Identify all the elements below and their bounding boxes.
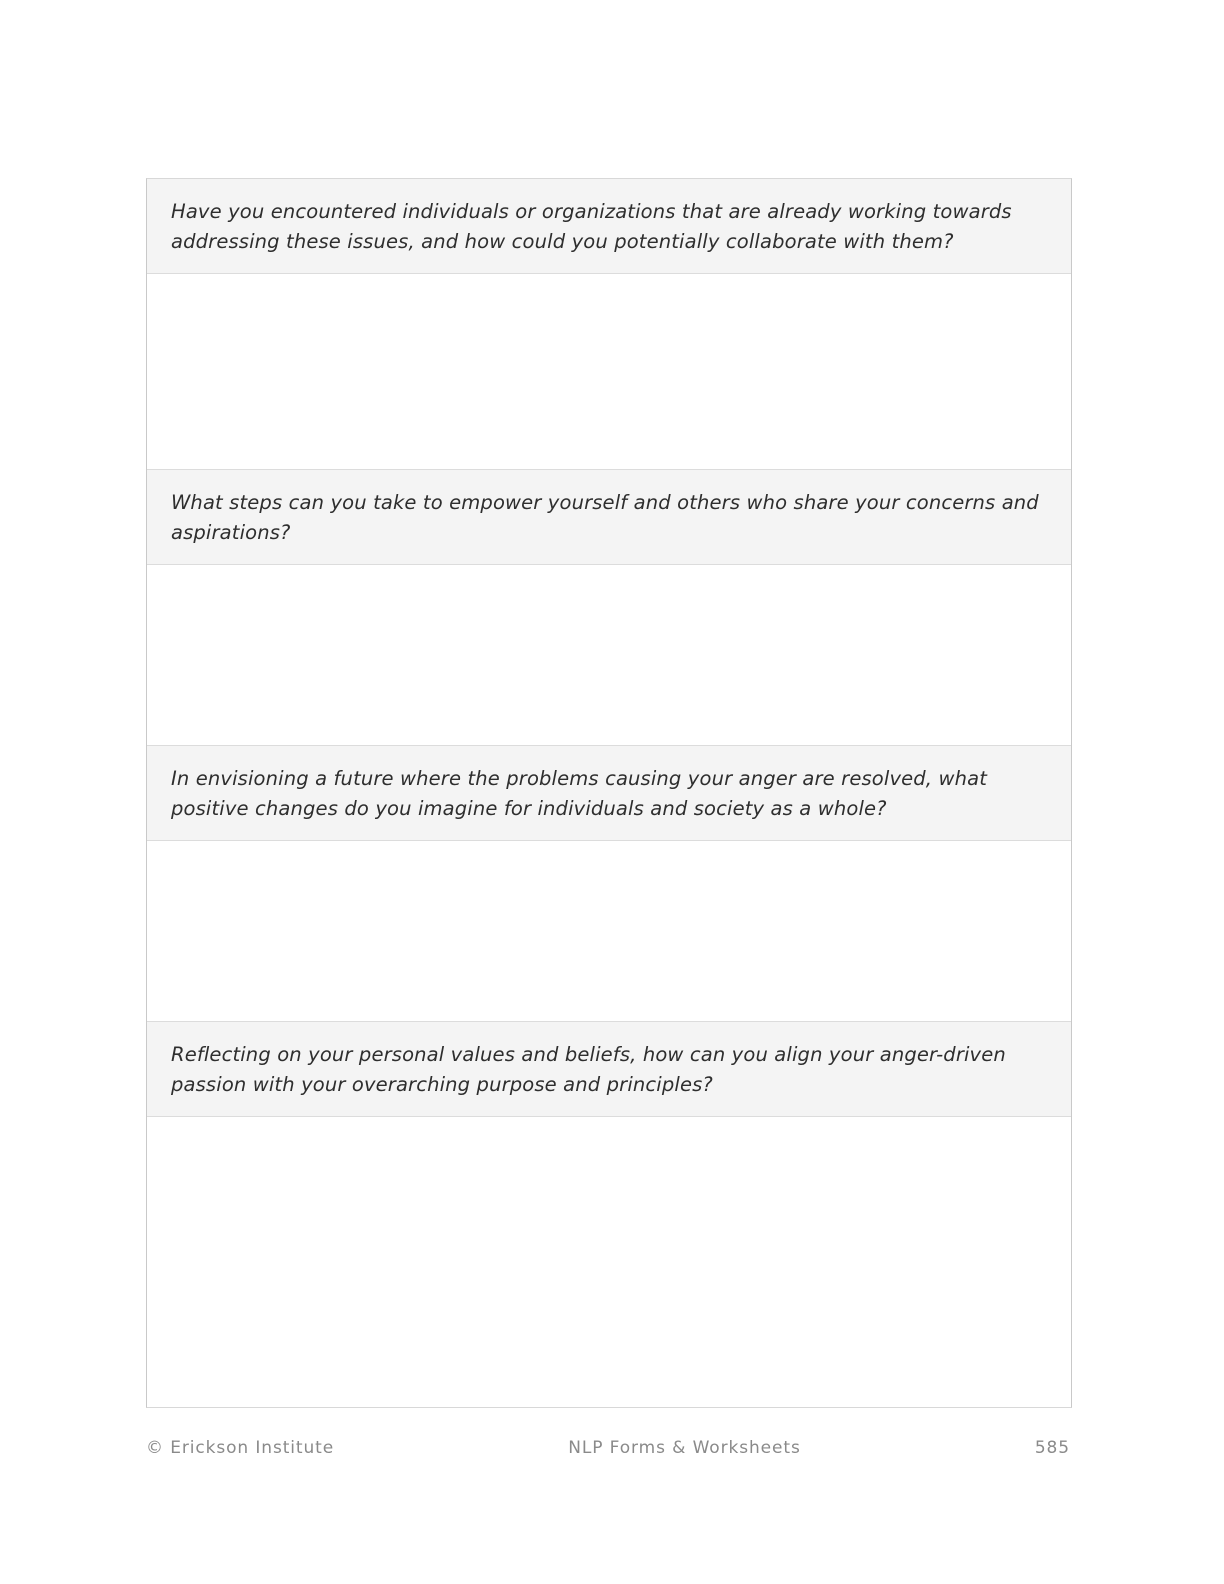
footer-copyright: © Erickson Institute <box>146 1438 335 1458</box>
qa-block <box>147 1021 1071 1407</box>
qa-block <box>147 745 1071 1021</box>
footer-page-number: 585 <box>1034 1438 1070 1458</box>
question-header <box>147 1021 1071 1117</box>
question-header <box>147 179 1071 274</box>
question-text: Reflecting on your personal values and beliefs, how can you align your anger-driven passion with your overarching purpose and principles? <box>171 1043 1006 1096</box>
page-footer <box>146 1432 1070 1464</box>
answer-area[interactable] <box>147 841 1071 1021</box>
question-header <box>147 469 1071 565</box>
answer-area[interactable] <box>147 1117 1071 1407</box>
question-text: What steps can you take to empower yourself and others who share your concerns and aspirations? <box>171 491 1039 544</box>
qa-block <box>147 179 1071 469</box>
answer-area[interactable] <box>147 565 1071 745</box>
question-text: In envisioning a future where the problems causing your anger are resolved, what positive changes do you imagine for individuals and society as a whole? <box>171 767 988 820</box>
qa-block <box>147 469 1071 745</box>
worksheet-table <box>146 178 1072 1408</box>
answer-area[interactable] <box>147 274 1071 469</box>
question-header <box>147 745 1071 841</box>
question-text: Have you encountered individuals or organizations that are already working towards addressing these issues, and how could you potentially collaborate with them? <box>171 200 1012 253</box>
footer-title: NLP Forms & Worksheets <box>568 1438 801 1458</box>
